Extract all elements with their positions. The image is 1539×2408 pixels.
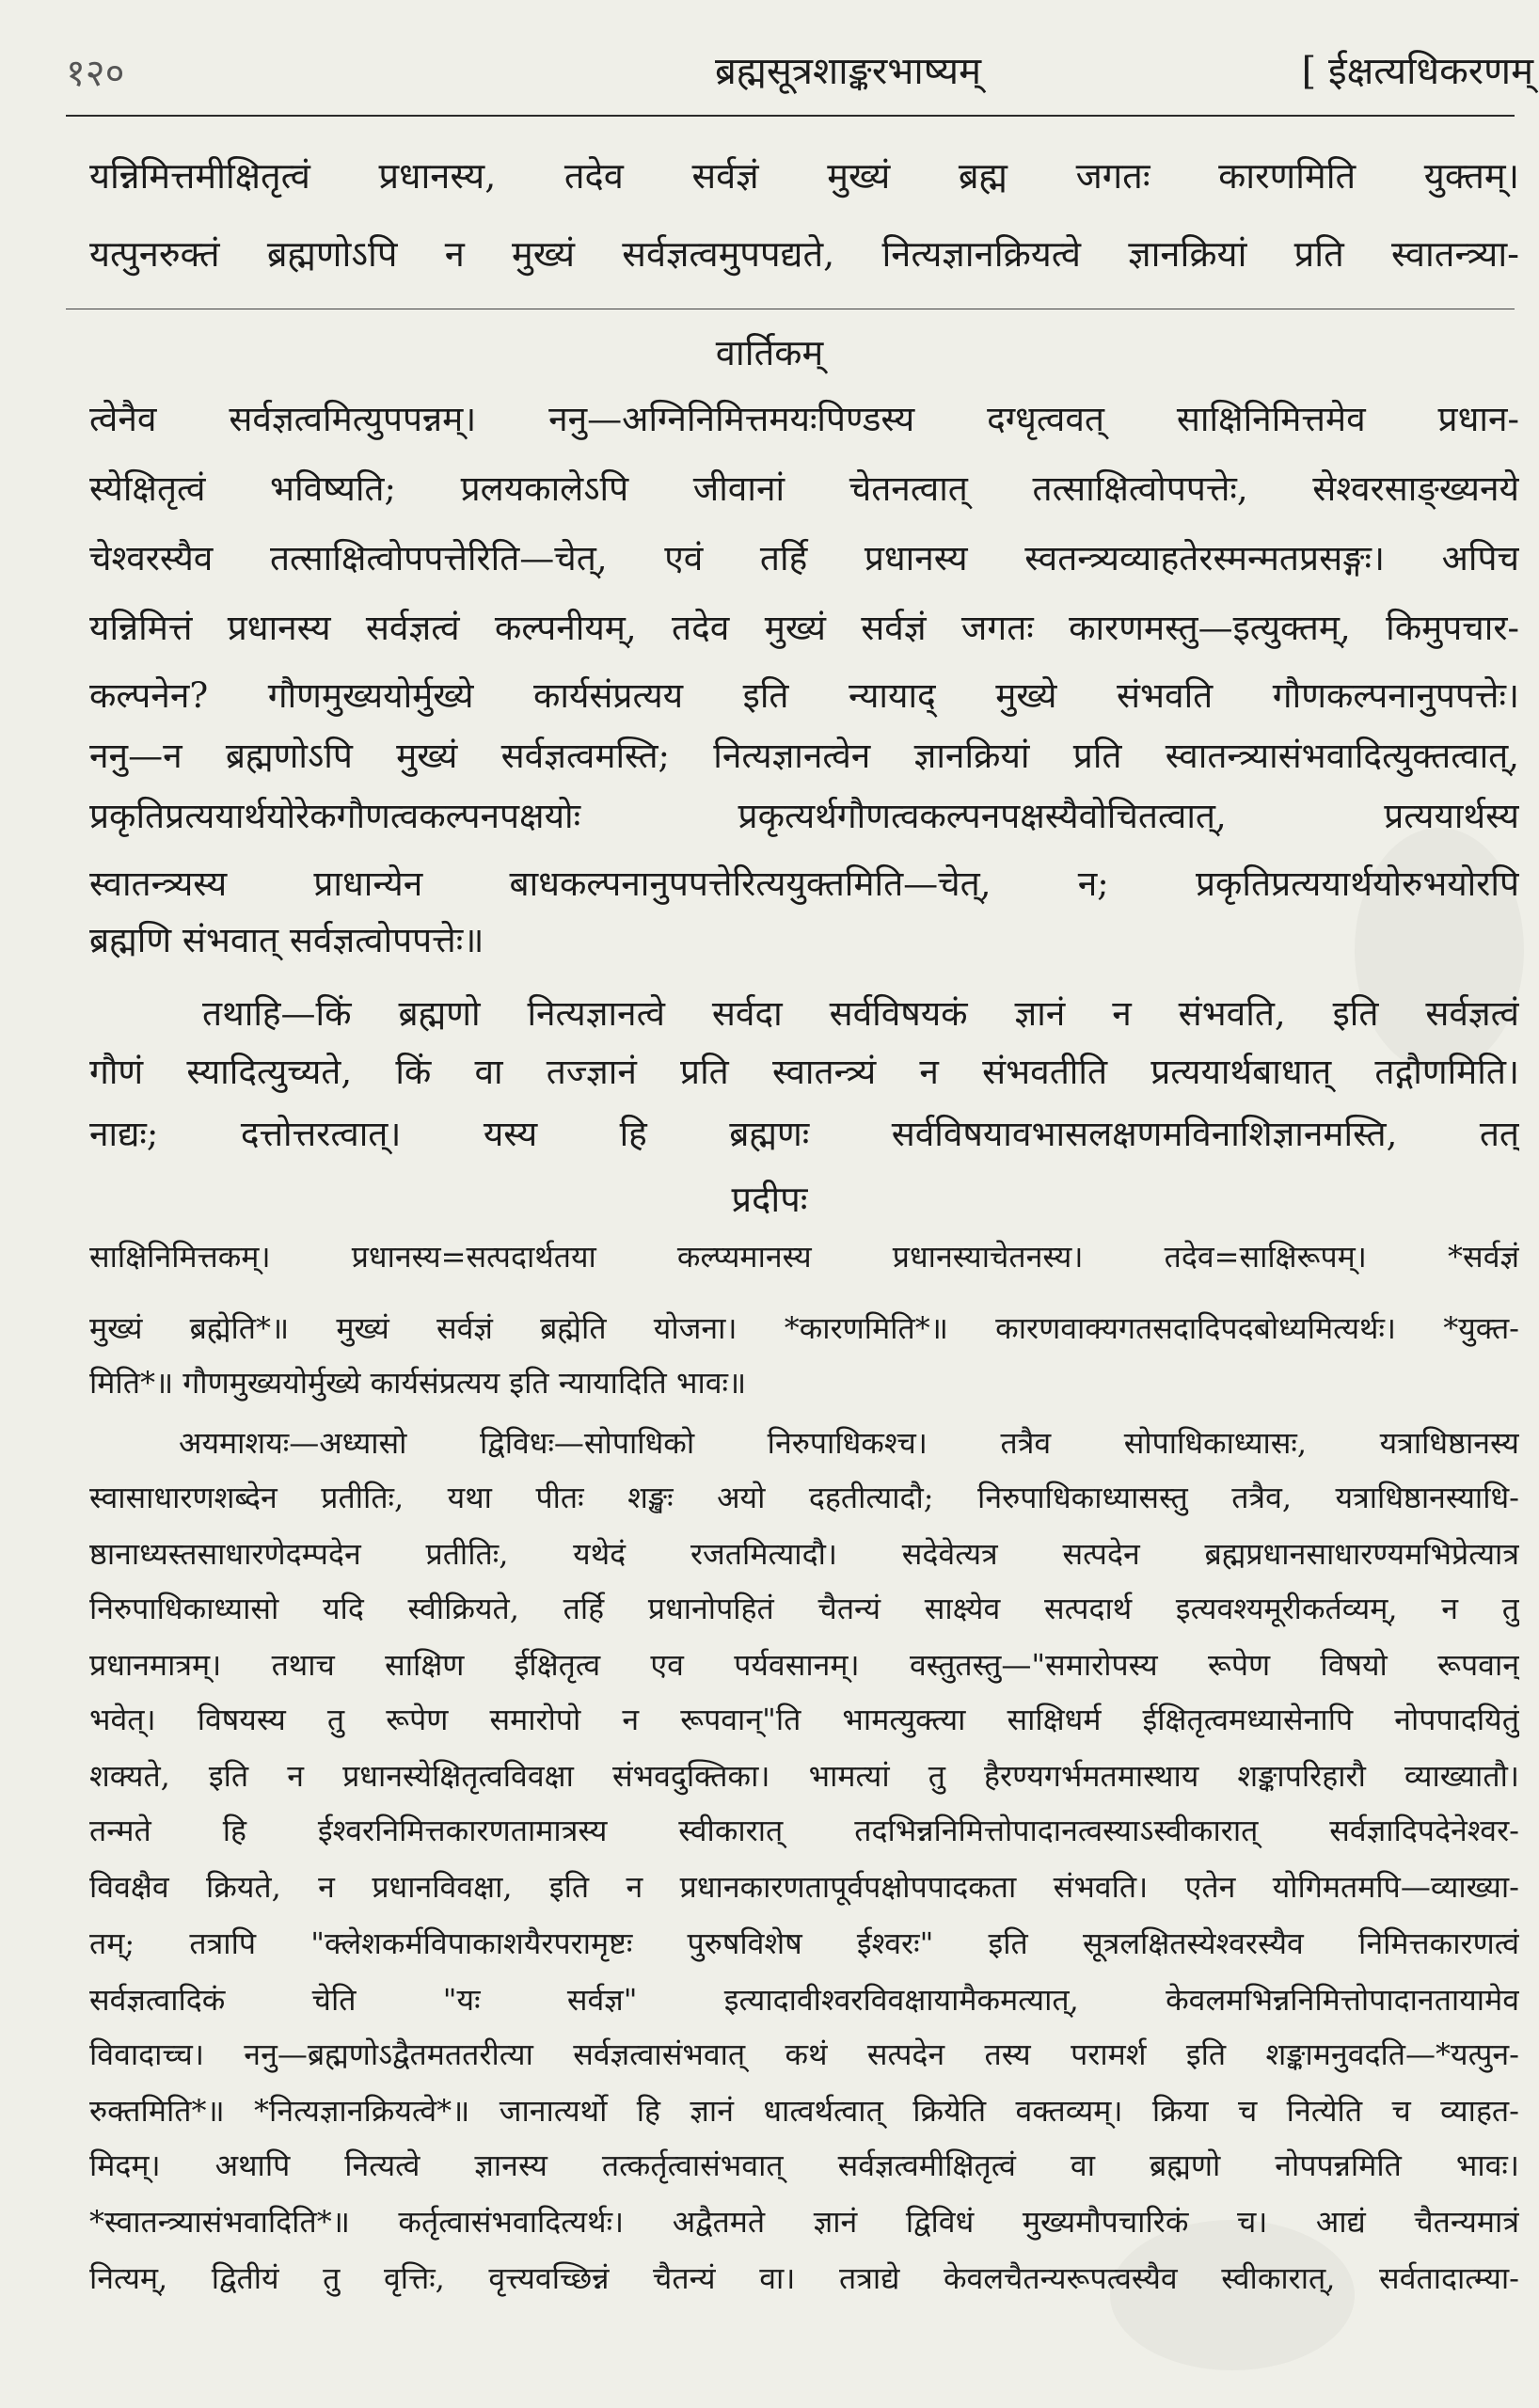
text-line: मिदम्। अथापि नित्यत्वे ज्ञानस्य तत्कर्तृत्वासंभवात् सर्वज्ञत्वमीक्षितृत्वं वा ब्रह्मणो नोपपन्नमिति भावः। [89, 2147, 1519, 2183]
text-line: यन्निमित्तमीक्षितृत्वं प्रधानस्य, तदेव सर्वज्ञं मुख्यं ब्रह्म जगतः कारणमिति युक्तम्। [89, 155, 1519, 197]
text-line: विवक्षैव क्रियते, न प्रधानविवक्षा, इति न प्रधानकारणतापूर्वपक्षोपपादकता संभवति। एतेन योगिमतमपि—व्याख्या- [89, 1869, 1519, 1905]
running-title: ब्रह्मसूत्रशाङ्करभाष्यम् [715, 50, 982, 93]
pradipa-heading: प्रदीपः [731, 1179, 808, 1220]
text-line: प्रकृतिप्रत्ययार्थयोरेकगौणत्वकल्पनपक्षयोः प्रकृत्यर्थगौणत्वकल्पनपक्षस्यैवोचितत्वात्, प्रत्ययार्थस्य [89, 796, 1519, 836]
text-line: साक्षिनिमित्तकम्। प्रधानस्य=सत्पदार्थतया कल्प्यमानस्य प्रधानस्याचेतनस्य। तदेव=साक्षिरूपम्। *सर्वज्ञं [89, 1239, 1519, 1275]
text-line: शक्यते, इति न प्रधानस्येक्षितृत्वविवक्षा संभवदुक्तिका। भामत्यां तु हैरण्यगर्भमतमास्थाय शङ्कापरिहारौ व्याख्यातौ। [89, 1758, 1519, 1794]
text-line: सर्वज्ञत्वादिकं चेति "यः सर्वज्ञ" इत्यादावीश्वरविवक्षायामैकमत्यात्, केवलमभिन्ननिमित्तोपादानतायामेव [89, 1982, 1519, 2018]
text-line: तम्; तत्रापि "क्लेशकर्मविपाकाशयैरपरामृष्टः पुरुषविशेष ईश्वरः" इति सूत्रलक्षितस्येश्वरस्यैव निमित्तकारणत्वं [89, 1925, 1519, 1961]
header-rule [66, 115, 1515, 117]
section-title: [ ईक्षत्यधिकरणम् [1301, 50, 1533, 93]
text-line: अयमाशयः—अध्यासो द्विविधः—सोपाधिको निरुपाधिकश्च। तत्रैव सोपाधिकाध्यासः, यत्राधिष्ठानस्य [179, 1425, 1519, 1461]
text-line: मिति*॥ गौणमुख्ययोर्मुख्ये कार्यसंप्रत्यय इति न्यायादिति भावः॥ [89, 1365, 747, 1401]
text-line: स्वासाधारणशब्देन प्रतीतिः, यथा पीतः शङ्खः अयो दहतीत्यादौ; निरुपाधिकाध्यासस्तु तत्रैव, यत्राधिष्ठानस्याधि- [89, 1480, 1519, 1515]
text-line: विवादाच्च। ननु—ब्रह्मणोऽद्वैतमततरीत्या सर्वज्ञत्वासंभवात् कथं सत्पदेन तस्य परामर्श इति शङ्कामनुवदति—*यत्पुन- [89, 2036, 1519, 2072]
text-line: नित्यम्, द्वितीयं तु वृत्तिः, वृत्त्यवच्छिन्नं चैतन्यं वा। तत्राद्ये केवलचैतन्यरूपत्वस्यैव स्वीकारात्, सर्वतादात्म्या- [89, 2260, 1519, 2296]
text-line: *स्वातन्त्र्यासंभवादिति*॥ कर्तृत्वासंभवादित्यर्थः। अद्वैतमते ज्ञानं द्विविधं मुख्यमौपचारिकं च। आद्यं चैतन्यमात्रं [89, 2204, 1519, 2240]
text-line: यत्पुनरुक्तं ब्रह्मणोऽपि न मुख्यं सर्वज्ञत्वमुपपद्यते, नित्यज्ञानक्रियत्वे ज्ञानक्रियां प्रति स्वातन्त्र्या- [89, 233, 1519, 275]
text-line: रुक्तमिति*॥ *नित्यज्ञानक्रियत्वे*॥ जानात्यर्थो हि ज्ञानं धात्वर्थत्वात् क्रियेति वक्तव्यम्। क्रिया च नित्येति च व्याहत- [89, 2093, 1519, 2129]
text-line: तथाहि—किं ब्रह्मणो नित्यज्ञानत्वे सर्वदा सर्वविषयकं ज्ञानं न संभवति, इति सर्वज्ञत्वं [202, 993, 1519, 1034]
text-line: ब्रह्मणि संभवात् सर्वज्ञत्वोपपत्तेः॥ [89, 920, 484, 960]
text-line: भवेत्। विषयस्य तु रूपेण समारोपो न रूपवान्"ति भामत्युक्त्या साक्षिधर्म ईक्षितृत्वमध्यासेनापि नोपपादयितुं [89, 1702, 1519, 1737]
text-line: यन्निमित्तं प्रधानस्य सर्वज्ञत्वं कल्पनीयम्, तदेव मुख्यं सर्वज्ञं जगतः कारणमस्तु—इत्युक्तम्, किमुपचार- [89, 608, 1519, 648]
text-line: स्येक्षितृत्वं भविष्यति; प्रलयकालेऽपि जीवानां चेतनत्वात् तत्साक्षित्वोपपत्तेः, सेश्वरसाङ्ख्यनये [89, 468, 1519, 509]
text-line: स्वातन्त्र्यस्य प्राधान्येन बाधकल्पनानुपपत्तेरित्ययुक्तमिति—चेत्, न; प्रकृतिप्रत्ययार्थयोरुभयोरपि [89, 863, 1519, 904]
vartika-heading: वार्तिकम् [715, 332, 824, 373]
text-line: प्रधानमात्रम्। तथाच साक्षिण ईक्षितृत्व एव पर्यवसानम्। वस्तुतस्तु—"समारोपस्य रूपेण विषयो रूपवान् [89, 1647, 1519, 1683]
text-line: निरुपाधिकाध्यासो यदि स्वीक्रियते, तर्हि प्रधानोपहितं चैतन्यं साक्ष्येव सत्पदार्थ इत्यवश्यमूरीकर्तव्यम्, न तु [89, 1591, 1519, 1626]
text-line: ननु—न ब्रह्मणोऽपि मुख्यं सर्वज्ञत्वमस्ति; नित्यज्ञानत्वेन ज्ञानक्रियां प्रति स्वातन्त्र्यासंभवादित्युक्तत्वात्, [89, 736, 1519, 776]
text-line: मुख्यं ब्रह्मेति*॥ मुख्यं सर्वज्ञं ब्रह्मेति योजना। *कारणमिति*॥ कारणवाक्यगतसदादिपदबोध्यमित्यर्थः। *युक्त- [89, 1310, 1519, 1346]
page-number: १२० [66, 52, 125, 95]
page-header [66, 40, 1533, 105]
text-line: त्वेनैव सर्वज्ञत्वमित्युपपन्नम्। ननु—अग्निनिमित्तमयःपिण्डस्य दग्धृत्ववत् साक्षिनिमित्तमेव प्रधान- [89, 399, 1519, 439]
text-line: चेश्वरस्यैव तत्साक्षित्वोपपत्तेरिति—चेत्, एवं तर्हि प्रधानस्य स्वतन्त्र्यव्याहतेरस्मन्मतप्रसङ्गः। अपिच [89, 538, 1519, 578]
text-line: कल्पनेन? गौणमुख्ययोर्मुख्ये कार्यसंप्रत्यय इति न्यायाद् मुख्ये संभवति गौणकल्पनानुपपत्तेः। [89, 675, 1519, 716]
text-line: तन्मते हि ईश्वरनिमित्तकारणतामात्रस्य स्वीकारात् तदभिन्ननिमित्तोपादानत्वस्याऽस्वीकारात् सर्वज्ञादिपदेनेश्वर- [89, 1813, 1519, 1848]
text-line: नाद्यः; दत्तोत्तरत्वात्। यस्य हि ब्रह्मणः सर्वविषयावभासलक्षणमविनाशिज्ञानमस्ति, तत् [89, 1114, 1519, 1154]
text-line: गौणं स्यादित्युच्यते, किं वा तज्ज्ञानं प्रति स्वातन्त्र्यं न संभवतीति प्रत्ययार्थबाधात् तद्गौणमिति। [89, 1052, 1519, 1092]
text-line: ष्ठानाध्यस्तसाधारणेदम्पदेन प्रतीतिः, यथेदं रजतमित्यादौ। सदेवेत्यत्र सत्पदेन ब्रह्मप्रधानसाधारण्यमभिप्रेत्यात्र [89, 1536, 1519, 1572]
